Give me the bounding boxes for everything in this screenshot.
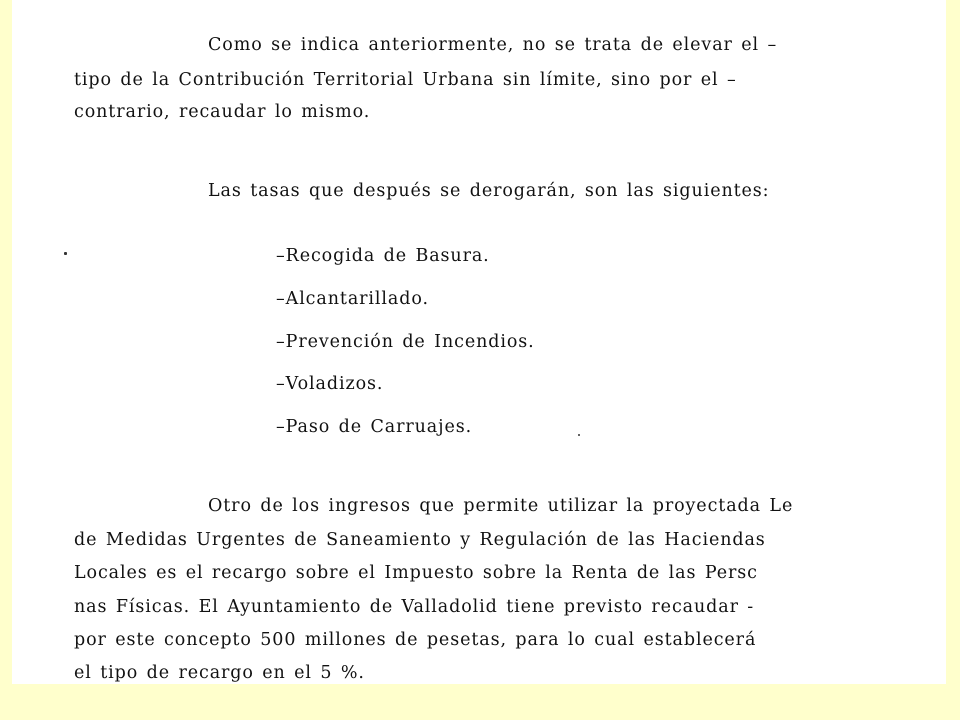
closing-line-1: Otro de los ingresos que permite utilizar la proyectada Le (208, 496, 794, 516)
intro-line-1: Como se indica anteriormente, no se trata de elevar el – (208, 35, 778, 55)
list-item: –Recogida de Basura. (276, 246, 490, 266)
closing-line-6: el tipo de recargo en el 5 %. (74, 663, 365, 683)
closing-line-4: nas Físicas. El Ayuntamiento de Valladolid tiene previsto recaudar - (74, 597, 755, 617)
list-item: –Alcantarillado. (276, 289, 429, 309)
closing-line-2: de Medidas Urgentes de Saneamiento y Regulación de las Haciendas (74, 530, 766, 550)
intro-line-2: tipo de la Contribución Territorial Urbana sin límite, sino por el – (74, 70, 737, 90)
closing-line-3: Locales es el recargo sobre el Impuesto sobre la Renta de las Persc (74, 563, 758, 583)
list-item: –Paso de Carruajes. (276, 417, 473, 437)
list-item: –Prevención de Incendios. (276, 332, 535, 352)
closing-line-5: por este concepto 500 millones de pesetas, para lo cual establecerá (74, 630, 757, 650)
scanned-document-page (12, 0, 946, 684)
list-item: –Voladizos. (276, 374, 384, 394)
intro-line-3: contrario, recaudar lo mismo. (74, 102, 371, 122)
scan-speck (64, 252, 67, 255)
list-intro: Las tasas que después se derogarán, son las siguientes: (208, 181, 770, 201)
scan-speck (578, 434, 580, 436)
